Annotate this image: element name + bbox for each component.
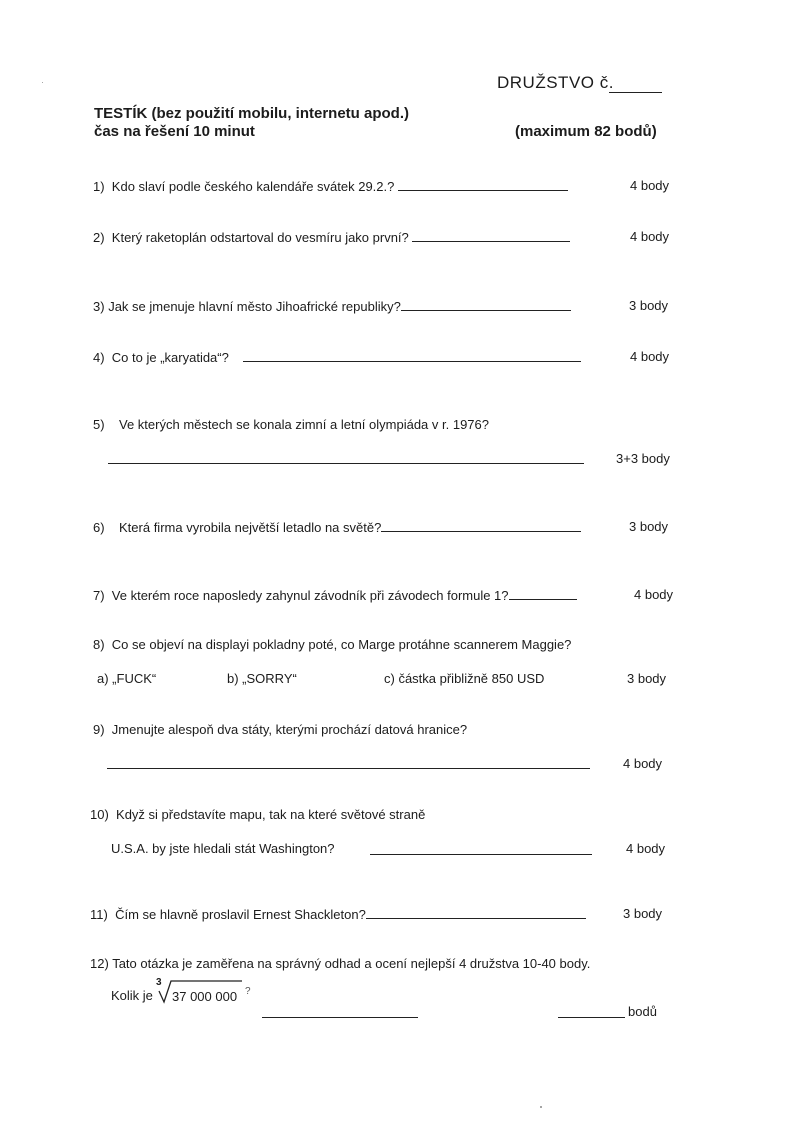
answer-blank[interactable] — [381, 519, 581, 532]
question-text: Ve kterých městech se konala zimní a letní olympiáda v r. 1976? — [119, 417, 489, 432]
question-10 — [90, 807, 425, 822]
question-7 — [93, 587, 577, 603]
question-number: 8) — [93, 637, 105, 652]
question-5 — [93, 417, 489, 432]
option-c[interactable]: c) částka přibližně 850 USD — [384, 671, 545, 686]
question-6-points: 3 body — [629, 519, 669, 534]
question-text: Který raketoplán odstartoval do vesmíru jako první? — [111, 230, 409, 245]
question-number: 6) — [93, 520, 105, 535]
test-time: čas na řešení 10 minut — [94, 123, 255, 140]
root-index: 3 — [156, 977, 162, 988]
question-5-points: 3+3 body — [616, 451, 670, 466]
answer-blank[interactable] — [108, 463, 584, 464]
question-mark: ? — [245, 986, 251, 997]
question-4 — [93, 349, 581, 365]
question-9 — [93, 722, 467, 737]
answer-blank[interactable] — [509, 587, 577, 600]
team-number-blank[interactable] — [609, 92, 662, 93]
scan-speck — [540, 1106, 542, 1108]
answer-blank[interactable] — [401, 298, 571, 311]
question-2 — [93, 229, 570, 245]
answer-blank[interactable] — [366, 906, 586, 919]
question-text: Co to je „karyatida“? — [111, 350, 229, 365]
team-label: DRUŽSTVO č. — [497, 73, 614, 92]
question-number: 7) — [93, 588, 105, 603]
question-1 — [93, 178, 568, 194]
question-10-points: 4 body — [626, 841, 666, 856]
question-1-points: 4 body — [630, 178, 670, 193]
question-text: Tato otázka je zaměřena na správný odhad a ocení nejlepší 4 družstva 10-40 body. — [112, 956, 591, 971]
question-8 — [93, 637, 571, 652]
question-number: 12) — [90, 956, 109, 971]
question-9-points: 4 body — [623, 756, 663, 771]
question-2-points: 4 body — [630, 229, 670, 244]
question-4-points: 4 body — [630, 349, 670, 364]
question-7-points: 4 body — [634, 587, 674, 602]
question-text: Kdo slaví podle českého kalendáře svátek 29.2.? — [111, 179, 395, 194]
question-8-points: 3 body — [627, 671, 667, 686]
question-text: Která firma vyrobila největší letadlo na světě? — [119, 520, 382, 535]
radicand: 37 000 000 — [172, 989, 238, 1004]
question-12-points: bodů — [628, 1004, 657, 1019]
question-number: 9) — [93, 722, 105, 737]
answer-blank[interactable] — [412, 229, 570, 242]
question-number: 1) — [93, 179, 105, 194]
answer-blank[interactable] — [243, 349, 581, 362]
option-a[interactable]: a) „FUCK“ — [97, 671, 157, 686]
answer-blank[interactable] — [398, 178, 568, 191]
question-text: Ve kterém roce naposledy zahynul závodník při závodech formule 1? — [111, 588, 509, 603]
points-blank[interactable] — [558, 1017, 625, 1018]
question-number: 5) — [93, 417, 105, 432]
answer-blank[interactable] — [107, 768, 590, 769]
max-points: (maximum 82 bodů) — [515, 123, 657, 140]
answer-blank[interactable] — [262, 1017, 418, 1018]
question-number: 11) — [90, 907, 108, 922]
question-text: Jmenujte alespoň dva státy, kterými prochází datová hranice? — [111, 722, 468, 737]
question-number: 10) — [90, 807, 109, 822]
option-b[interactable]: b) „SORRY“ — [227, 671, 297, 686]
question-12 — [90, 956, 590, 971]
answer-blank[interactable] — [370, 854, 592, 855]
question-11-points: 3 body — [623, 906, 663, 921]
question-11 — [90, 906, 586, 922]
question-text: Co se objeví na displayi pokladny poté, co Marge protáhne scannerem Maggie? — [111, 637, 572, 652]
question-text: Když si představíte mapu, tak na které světové straně — [116, 807, 426, 822]
question-text: Čím se hlavně proslavil Ernest Shackleton? — [115, 907, 366, 922]
test-title: TESTÍK (bez použití mobilu, internetu apod.) — [94, 105, 409, 122]
question-number: 4) — [93, 350, 105, 365]
scan-speck — [42, 82, 43, 83]
question-number: 2) — [93, 230, 105, 245]
question-3-points: 3 body — [629, 298, 669, 313]
question-10-continued: U.S.A. by jste hledali stát Washington? — [111, 841, 335, 856]
question-number: 3) — [93, 299, 105, 314]
question-text: Jak se jmenuje hlavní město Jihoafrické republiky? — [108, 299, 401, 314]
question-3 — [93, 298, 571, 314]
question-12-kolik: Kolik je — [111, 988, 153, 1003]
question-6 — [93, 519, 581, 535]
